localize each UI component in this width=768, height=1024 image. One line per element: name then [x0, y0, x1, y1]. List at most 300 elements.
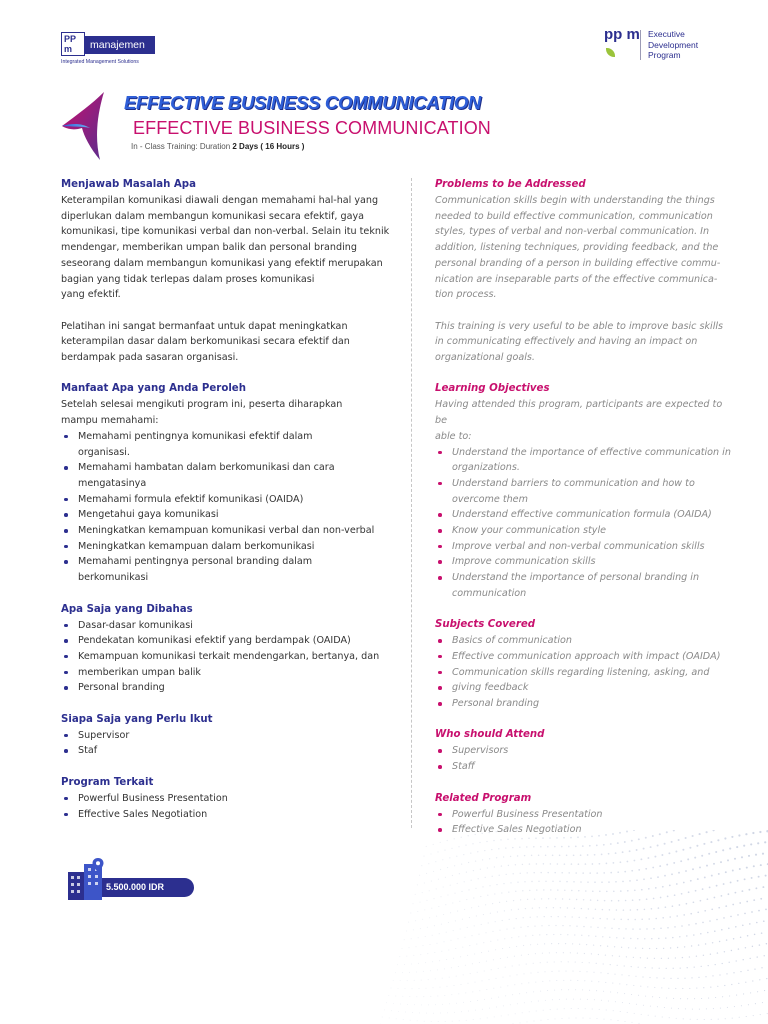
decoration-dot [650, 846, 652, 848]
decoration-dot [654, 987, 655, 988]
decoration-dot [563, 837, 565, 839]
decoration-dot [427, 953, 428, 954]
decoration-dot [530, 944, 531, 945]
decoration-dot [631, 966, 632, 967]
decoration-dot [431, 881, 432, 882]
decoration-dot [605, 834, 607, 836]
decoration-dot [687, 998, 688, 999]
decoration-dot [716, 885, 718, 887]
decoration-dot [527, 899, 528, 900]
decoration-dot [611, 900, 613, 902]
decoration-dot [722, 963, 723, 964]
decoration-dot [461, 1011, 462, 1012]
decoration-dot [696, 845, 698, 847]
decoration-dot [697, 1019, 698, 1020]
decoration-dot [718, 907, 720, 909]
decoration-dot [614, 946, 615, 947]
decoration-dot [558, 916, 559, 917]
decoration-dot [752, 980, 753, 981]
decoration-dot [548, 925, 549, 926]
decoration-dot [406, 956, 407, 957]
decoration-dot [658, 938, 659, 939]
decoration-dot [520, 899, 521, 900]
decoration-dot [520, 873, 521, 874]
decoration-dot [681, 925, 683, 927]
decoration-dot [626, 831, 628, 833]
decoration-dot [507, 985, 508, 986]
decoration-dot [729, 962, 730, 963]
decoration-dot [426, 846, 427, 847]
decoration-dot [580, 881, 582, 883]
decoration-dot [561, 872, 563, 874]
decoration-dot [433, 1013, 434, 1014]
decoration-dot [612, 955, 613, 956]
decoration-dot [655, 887, 657, 889]
decoration-dot [499, 902, 500, 903]
decoration-dot [572, 943, 573, 944]
decoration-dot [663, 978, 664, 979]
decoration-dot [601, 1000, 602, 1001]
decoration-dot [661, 854, 663, 856]
decoration-dot [624, 841, 626, 843]
decoration-dot [766, 943, 767, 944]
decoration-dot [485, 877, 486, 878]
decoration-dot [541, 925, 542, 926]
decoration-dot [635, 947, 636, 948]
decoration-dot [678, 872, 680, 874]
decoration-dot [699, 1009, 700, 1010]
decoration-dot [686, 903, 688, 905]
decoration-dot [625, 928, 626, 929]
decoration-dot [652, 996, 653, 997]
decoration-dot [739, 868, 741, 870]
decoration-dot [760, 898, 762, 900]
list-item-line: organizations. [452, 462, 520, 474]
decoration-dot [537, 944, 538, 945]
decoration-dot [761, 967, 762, 968]
left-column-indonesian [61, 177, 403, 822]
decoration-dot [684, 946, 685, 947]
decoration-dot [765, 875, 767, 877]
list-item-line: organisasi. [78, 446, 130, 458]
decoration-dot [457, 883, 458, 884]
decoration-dot [704, 910, 706, 912]
decoration-dot [407, 1004, 408, 1005]
text-line: in communicating effectively and having an impact on [435, 336, 698, 348]
decoration-dot [589, 872, 591, 874]
decoration-dot [694, 857, 696, 859]
list-item: Staff [435, 759, 735, 775]
decoration-dot [528, 838, 530, 840]
decoration-dot [673, 862, 675, 864]
decoration-dot [461, 984, 462, 985]
decoration-dot [490, 941, 491, 942]
decoration-dot [677, 978, 678, 979]
decoration-dot [590, 1018, 591, 1019]
decoration-dot [515, 891, 516, 892]
list-item-line: Improve communication skills [452, 556, 596, 568]
section-heading-topics: Apa Saja yang Dibahas [61, 603, 193, 615]
decoration-dot [484, 850, 485, 851]
decoration-dot [502, 830, 503, 831]
decoration-dot [569, 925, 570, 926]
decoration-dot [554, 961, 555, 962]
decoration-dot [672, 905, 674, 907]
decoration-dot [649, 977, 650, 978]
decoration-dot [690, 1019, 691, 1020]
usefulness-paragraph [61, 319, 403, 366]
decoration-dot [687, 967, 688, 968]
decoration-dot [709, 920, 711, 922]
decoration-dot [662, 917, 664, 919]
decoration-dot [759, 831, 761, 833]
decoration-dot [431, 908, 432, 909]
decoration-dot [503, 1005, 504, 1006]
decoration-dot [420, 928, 421, 929]
decoration-dot [495, 949, 496, 950]
decoration-dot [411, 964, 412, 965]
decoration-dot [468, 1011, 469, 1012]
list-item: Dasar-dasar komunikasi [61, 618, 403, 634]
decoration-dot [490, 913, 491, 914]
decoration-dot [488, 979, 489, 980]
decoration-dot [477, 851, 478, 852]
decoration-dot [440, 842, 441, 843]
decoration-dot [492, 931, 493, 932]
decoration-dot [731, 950, 732, 951]
decoration-dot [661, 958, 662, 959]
decoration-dot [675, 851, 677, 853]
decoration-dot [610, 872, 612, 874]
decoration-dot [593, 918, 594, 919]
decoration-dot [435, 861, 436, 862]
decoration-dot [617, 842, 619, 844]
decoration-dot [556, 980, 557, 981]
list-item [435, 570, 735, 601]
decoration-dot [685, 1008, 686, 1009]
decoration-dot [599, 863, 601, 865]
decoration-dot [480, 869, 481, 870]
decoration-dot [754, 968, 755, 969]
text-line: Communication skills begin with understanding the things [435, 195, 715, 206]
decoration-dot [527, 1021, 528, 1022]
decoration-dot [440, 987, 441, 988]
decoration-dot [442, 1004, 443, 1005]
decoration-dot [393, 1003, 394, 1004]
decoration-dot [494, 893, 495, 894]
decoration-dot [559, 881, 560, 882]
decoration-dot [418, 937, 419, 938]
decoration-dot [466, 899, 467, 900]
decoration-dot [684, 978, 685, 979]
decoration-dot [526, 846, 527, 847]
decoration-dot [713, 863, 715, 865]
decoration-dot [540, 962, 541, 963]
decoration-dot [568, 846, 570, 848]
decoration-dot [761, 932, 763, 934]
list-item [61, 523, 403, 539]
decoration-dot [486, 961, 487, 962]
decoration-dot [591, 981, 592, 982]
decoration-dot [496, 884, 497, 885]
decoration-dot [764, 990, 765, 991]
decoration-dot [439, 933, 440, 934]
decoration-dot [629, 850, 631, 852]
decoration-dot [648, 1015, 649, 1016]
decoration-dot [604, 900, 606, 902]
decoration-dot [648, 888, 650, 890]
decoration-dot [441, 951, 442, 952]
decoration-dot [726, 939, 727, 940]
decoration-dot [752, 832, 754, 834]
decoration-dot [633, 985, 634, 986]
decoration-dot [533, 963, 534, 964]
decoration-dot [563, 980, 564, 981]
decoration-dot [477, 972, 478, 973]
list-item-line: Memahami pentingnya personal branding dalam [78, 556, 313, 568]
decoration-dot [485, 932, 486, 933]
decoration-dot [440, 869, 441, 870]
decoration-dot [675, 988, 676, 989]
decoration-dot [405, 988, 406, 989]
decoration-dot [738, 834, 740, 836]
decoration-dot [503, 856, 504, 857]
decoration-dot [532, 907, 533, 908]
decoration-dot [498, 848, 499, 849]
decoration-dot [459, 873, 460, 874]
decoration-dot [711, 1019, 712, 1020]
decoration-dot [452, 1021, 453, 1022]
decoration-dot [442, 978, 443, 979]
decoration-dot [694, 998, 695, 999]
decoration-dot [431, 1021, 432, 1022]
decoration-dot [760, 1014, 761, 1015]
decoration-dot [639, 899, 641, 901]
decoration-dot [508, 865, 509, 866]
decoration-dot [643, 878, 645, 880]
decoration-dot [646, 898, 648, 900]
decoration-dot [693, 934, 695, 936]
decoration-dot [657, 845, 659, 847]
text-line: yang efektif. [61, 289, 121, 301]
decoration-dot [571, 1008, 572, 1009]
decoration-dot [419, 902, 420, 903]
list-item-line: overcome them [452, 493, 528, 505]
decoration-dot [502, 948, 503, 949]
decoration-dot [648, 918, 650, 920]
list-item-line: Meningkatkan kemampuan komunikasi verbal dan non-verbal [78, 525, 375, 537]
decoration-dot [729, 848, 731, 850]
decoration-dot [475, 982, 476, 983]
decoration-dot [457, 911, 458, 912]
decoration-dot [382, 1017, 383, 1018]
decoration-dot [602, 936, 603, 937]
list-item [61, 429, 403, 460]
decoration-dot [682, 988, 683, 989]
decoration-dot [517, 882, 518, 883]
decoration-dot [476, 915, 477, 916]
decoration-dot [511, 909, 512, 910]
decoration-dot [393, 980, 394, 981]
decoration-dot [572, 971, 573, 972]
decoration-dot [522, 1012, 523, 1013]
decoration-dot [640, 957, 641, 958]
decoration-dot [627, 890, 629, 892]
decoration-dot [738, 983, 739, 984]
decoration-dot [479, 842, 480, 843]
decoration-dot [730, 881, 732, 883]
decoration-dot [720, 861, 722, 863]
decoration-dot [564, 863, 566, 865]
decoration-dot [564, 1008, 565, 1009]
decoration-dot [555, 1018, 556, 1019]
decoration-dot [513, 900, 514, 901]
objectives-list-en [435, 445, 735, 602]
section-heading-benefits: Manfaat Apa yang Anda Peroleh [61, 383, 246, 395]
decoration-dot [432, 935, 433, 936]
decoration-dot [758, 876, 760, 878]
decoration-dot [570, 952, 571, 953]
decoration-dot [482, 859, 483, 860]
decoration-dot [413, 929, 414, 930]
decoration-dot [720, 1008, 721, 1009]
decoration-dot [478, 878, 479, 879]
decoration-dot [508, 1014, 509, 1015]
decoration-dot [645, 996, 646, 997]
decoration-dot [460, 956, 461, 957]
decoration-dot [405, 1012, 406, 1013]
list-item: Personal branding [435, 696, 735, 712]
decoration-dot [414, 980, 415, 981]
decoration-dot [642, 976, 643, 977]
decoration-dot [707, 932, 709, 934]
decoration-dot [426, 1013, 427, 1014]
decoration-dot [669, 916, 671, 918]
decoration-dot [529, 890, 530, 891]
decoration-dot [650, 1006, 651, 1007]
decoration-dot [456, 856, 457, 857]
decoration-dot [645, 868, 647, 870]
decoration-dot [412, 988, 413, 989]
decoration-dot [606, 1010, 607, 1011]
decoration-dot [521, 838, 523, 840]
decoration-dot [707, 898, 709, 900]
decoration-dot [566, 999, 567, 1000]
decoration-dot [472, 843, 473, 844]
decoration-dot [708, 998, 709, 999]
decoration-dot [598, 835, 600, 837]
decoration-dot [636, 1004, 637, 1005]
decoration-dot [634, 1013, 635, 1014]
list-item [435, 554, 735, 570]
decoration-dot [435, 1004, 436, 1005]
decoration-dot [581, 908, 582, 909]
decoration-dot [610, 843, 612, 845]
decoration-dot [713, 830, 715, 831]
decoration-dot [672, 937, 673, 938]
section-heading-related-en: Related Program [435, 792, 532, 804]
decoration-dot [554, 990, 555, 991]
decoration-dot [577, 980, 578, 981]
decoration-dot [430, 996, 431, 997]
decoration-dot [673, 830, 675, 831]
decoration-dot [600, 945, 601, 946]
decoration-dot [458, 846, 459, 847]
decoration-dot [604, 1019, 605, 1020]
decoration-dot [692, 1009, 693, 1010]
decoration-dot [664, 843, 666, 845]
usefulness-paragraph-en [435, 319, 735, 366]
decoration-dot [616, 909, 618, 911]
decoration-dot [505, 967, 506, 968]
dotted-wave-decoration [380, 830, 768, 1024]
decoration-dot [524, 881, 525, 882]
decoration-dot [443, 941, 444, 942]
decoration-dot [610, 964, 611, 965]
list-item [61, 554, 403, 585]
decoration-dot [608, 1001, 609, 1002]
decoration-dot [426, 873, 427, 874]
decoration-dot [501, 1015, 502, 1016]
text-line: keterampilan dasar dalam berkomunikasi secara efektif dan [61, 336, 350, 348]
decoration-dot [459, 1020, 460, 1021]
decoration-dot [543, 889, 544, 890]
decoration-dot [746, 1016, 747, 1017]
decoration-dot [700, 933, 702, 935]
decoration-dot [523, 917, 524, 918]
decoration-dot [683, 1018, 684, 1019]
decoration-dot [559, 999, 560, 1000]
decoration-dot [687, 858, 689, 860]
decoration-dot [543, 863, 544, 864]
list-item: memberikan umpan balik [61, 665, 403, 681]
decoration-dot [703, 987, 704, 988]
decoration-dot [545, 1000, 546, 1001]
decoration-dot [555, 898, 556, 899]
decoration-dot [461, 864, 462, 865]
decoration-dot [444, 968, 445, 969]
decoration-dot [617, 871, 619, 873]
decoration-dot [714, 897, 716, 899]
text-line: bagian yang tidak terlepas dalam proses komunikasi [61, 273, 315, 285]
decoration-dot [740, 936, 742, 938]
decoration-dot [654, 856, 656, 858]
decoration-dot [652, 835, 654, 837]
decoration-dot [630, 938, 631, 939]
decoration-dot [723, 883, 725, 885]
decoration-dot [659, 865, 661, 867]
decoration-dot [505, 995, 506, 996]
decoration-dot [711, 908, 713, 910]
decoration-dot [517, 1003, 518, 1004]
decoration-dot [603, 844, 605, 846]
problems-paragraph-en [435, 193, 735, 303]
decoration-dot [628, 947, 629, 948]
decoration-dot [614, 974, 615, 975]
decoration-dot [725, 1018, 726, 1019]
decoration-dot [489, 1008, 490, 1009]
decoration-dot [594, 999, 595, 1000]
decoration-dot [411, 938, 412, 939]
decoration-dot [450, 940, 451, 941]
decoration-dot [566, 881, 568, 883]
decoration-dot [744, 878, 746, 880]
decoration-dot [476, 944, 477, 945]
decoration-dot [550, 889, 551, 890]
decoration-dot [570, 837, 572, 839]
decoration-dot [557, 1009, 558, 1010]
decoration-dot [533, 991, 534, 992]
